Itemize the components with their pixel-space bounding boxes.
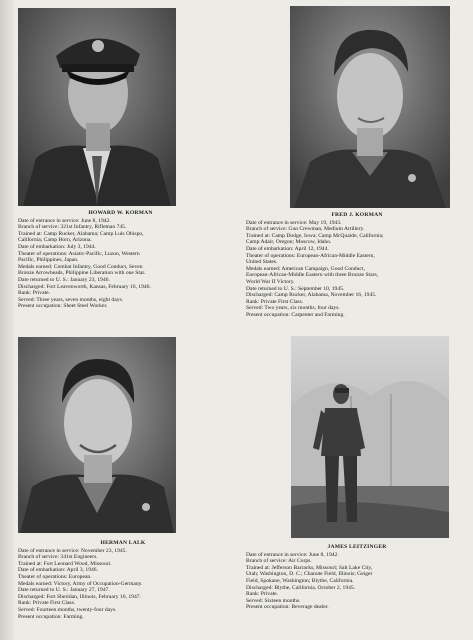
record-line: Theater of operations: Asiatic-Pacific, Luzon, Western <box>18 250 140 257</box>
service-record-fred-korman <box>246 212 468 319</box>
record-line: Date returned to U. S.: January 27, 1947. <box>18 587 110 594</box>
soldier-name: JAMES LEITZINGER <box>327 544 387 550</box>
record-line: Branch of service: Gun Crewman, Medium Artillery. <box>246 226 365 233</box>
record-line: Medals earned: American Campaign, Good Conduct, <box>246 265 365 272</box>
service-record-howard-korman <box>18 210 223 310</box>
record-line: Date of entrance in service: May 19, 1943. <box>246 219 342 226</box>
record-line: Present occupation: Beverage dealer. <box>246 604 329 611</box>
record-line: Served: Fourteen months, twenty-four days. <box>18 606 117 613</box>
record-line: United States. <box>246 259 278 266</box>
record-line: Camp Adair, Oregon; Moscow, Idaho. <box>246 239 332 246</box>
page-binding-edge <box>0 0 14 640</box>
record-line: Date of embarkation: July 3, 1944. <box>18 243 96 250</box>
portrait-photo-herman-lalk <box>18 337 176 533</box>
record-line: Served: Two years, six months, four days. <box>246 305 340 312</box>
record-line: Discharged: Fort Leavenworth, Kansas, February 16, 1946. <box>18 283 151 290</box>
record-line: Theater of operations: European. <box>18 573 92 580</box>
record-line: Discharged: Blythe, California, October 2, 1945. <box>246 584 356 591</box>
record-line: Served: Three years, seven months, eight days. <box>18 296 124 303</box>
portrait-photo-howard-korman <box>18 8 176 206</box>
record-line: Branch of service: 321st Infantry, Rifleman 745. <box>18 224 127 231</box>
record-line: Trained at: Camp Dodge, Iowa; Camp McQuaide, California; <box>246 232 384 239</box>
record-line: Branch of service: 341st Engineers. <box>18 554 98 561</box>
record-line: European-African-Middle Eastern with three Bronze Stars, <box>246 272 379 279</box>
service-record-herman-lalk <box>18 540 228 620</box>
record-line: Branch of service: Air Corps. <box>246 558 312 565</box>
record-line: Rank: Private. <box>246 591 279 598</box>
record-line: Medals earned: Victory, Army of Occupation-Germany. <box>18 580 143 587</box>
record-line: Rank: Private First Class. <box>246 298 304 305</box>
record-line: Rank: Private. <box>18 290 51 297</box>
record-line: Utah; Washington, D. C.; Chanute Field, Illinois; Geiger <box>246 571 373 578</box>
record-line: Date of entrance in service: November 23, 1945. <box>18 547 127 554</box>
record-line: Date returned to U. S.: September 10, 1945. <box>246 285 345 292</box>
record-line: Field, Spokane, Washington; Blythe, California. <box>246 577 354 584</box>
record-line: California; Camp Horn, Arizona. <box>18 237 92 244</box>
soldier-name: FRED J. KORMAN <box>331 212 383 218</box>
record-line: Discharged: Fort Sheridan, Illinois, February 16, 1947. <box>18 593 141 600</box>
record-line: Theater of operations: European-African-Middle Eastern, <box>246 252 375 259</box>
record-line: Pacific, Philippines, Japan. <box>18 257 79 264</box>
record-line: World War II Victory. <box>246 278 295 285</box>
record-line: Bronze Arrowheads, Philippine Liberation with one Star. <box>18 270 146 277</box>
record-line: Medals earned: Combat Infantry, Good Conduct, Seven <box>18 263 143 270</box>
record-line: Discharged: Camp Rucker, Alabama, November 16, 1945. <box>246 292 377 299</box>
service-record-james-leitzinger <box>246 544 468 611</box>
record-line: Present occupation: Farming. <box>18 613 84 620</box>
record-line: Present occupation: Carpenter and Farming. <box>246 311 345 318</box>
record-line: Trained at: Jefferson Barracks, Missouri; Salt Lake City, <box>246 564 373 571</box>
soldier-name: HOWARD W. KORMAN <box>88 210 153 216</box>
record-line: Present occupation: Sheet Steel Worker. <box>18 303 108 310</box>
standing-photo-james-leitzinger <box>291 336 449 538</box>
record-line: Date of embarkation: April 3, 1946. <box>18 567 99 574</box>
record-line: Served: Sixteen months. <box>246 597 301 604</box>
record-line: Date of entrance in service: June 8, 1942. <box>246 551 339 558</box>
record-line: Rank: Private First Class. <box>18 600 76 607</box>
record-line: Trained at: Fort Leonard Wood, Missouri. <box>18 560 112 567</box>
record-line: Date of embarkation: April 12, 1944. <box>246 245 329 252</box>
record-line: Trained at: Camp Rucker, Alabama; Camp Luis Obispo, <box>18 230 144 237</box>
soldier-name: HERMAN LALK <box>100 540 146 546</box>
record-line: Date of entrance in service: June 8, 1942. <box>18 217 111 224</box>
portrait-photo-fred-korman <box>290 6 450 208</box>
record-line: Date returned to U. S.: January 23, 1946. <box>18 276 110 283</box>
